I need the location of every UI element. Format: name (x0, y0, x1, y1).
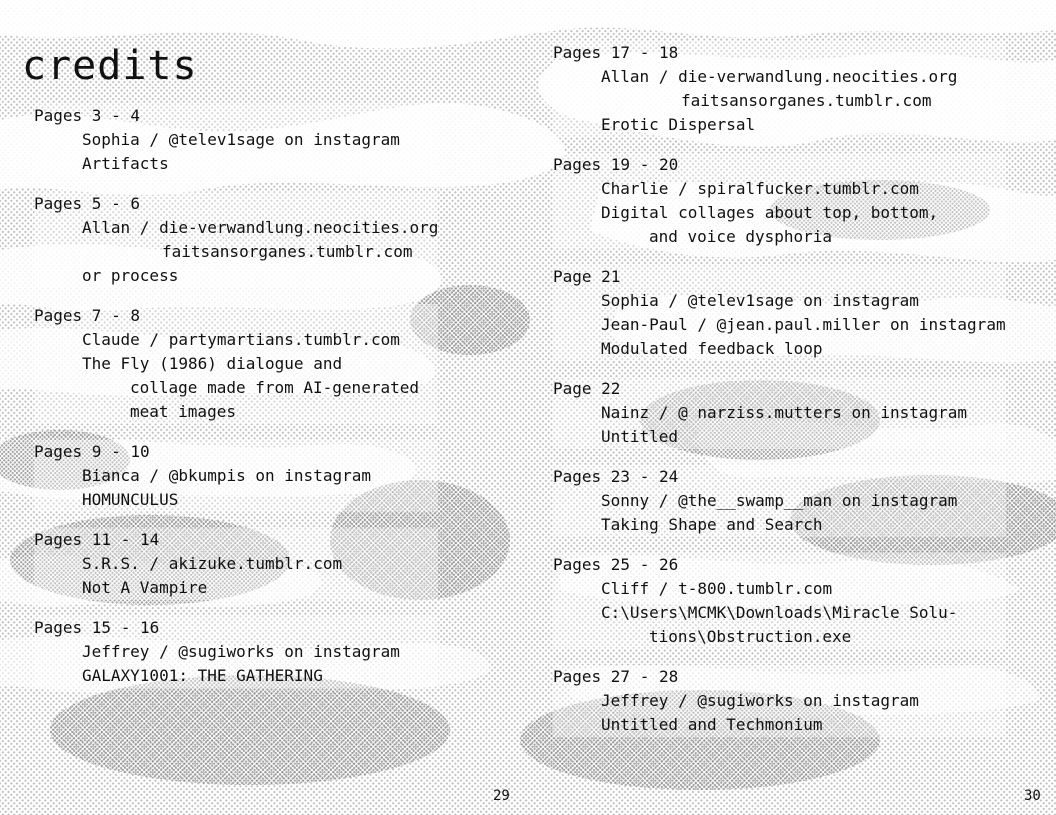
credit-line: Allan / die-verwandlung.neocities.org (34, 216, 438, 240)
credit-line: Not A Vampire (34, 576, 438, 600)
credit-entry (553, 665, 1006, 737)
credit-line: Jean-Paul / @jean.paul.miller on instagram (553, 313, 1006, 337)
credit-entry (34, 304, 438, 424)
credit-entry (553, 377, 1006, 449)
credit-line: C:\Users\MCMK\Downloads\Miracle Solu- (553, 601, 1006, 625)
credit-entry (553, 553, 1006, 649)
credit-line: Sophia / @telev1sage on instagram (34, 128, 438, 152)
credit-line: Claude / partymartians.tumblr.com (34, 328, 438, 352)
credit-line: HOMUNCULUS (34, 488, 438, 512)
credit-line: faitsansorganes.tumblr.com (553, 89, 1006, 113)
page-range: Pages 7 - 8 (34, 304, 438, 328)
credit-line: Untitled (553, 425, 1006, 449)
page-range: Pages 17 - 18 (553, 41, 1006, 65)
credit-line: Sophia / @telev1sage on instagram (553, 289, 1006, 313)
credit-line: collage made from AI-generated (34, 376, 438, 400)
credit-entry (34, 104, 438, 176)
page-range: Pages 15 - 16 (34, 616, 438, 640)
credits-list-right (553, 41, 1006, 753)
credit-line: Jeffrey / @sugiworks on instagram (553, 689, 1006, 713)
page-range: Page 22 (553, 377, 1006, 401)
credit-line: Artifacts (34, 152, 438, 176)
credit-line: Charlie / spiralfucker.tumblr.com (553, 177, 1006, 201)
page-range: Page 21 (553, 265, 1006, 289)
credit-line: Taking Shape and Search (553, 513, 1006, 537)
page-range: Pages 23 - 24 (553, 465, 1006, 489)
credit-line: faitsansorganes.tumblr.com (34, 240, 438, 264)
page-range: Pages 25 - 26 (553, 553, 1006, 577)
credit-line: The Fly (1986) dialogue and (34, 352, 438, 376)
page-range: Pages 19 - 20 (553, 153, 1006, 177)
credit-entry (553, 153, 1006, 249)
page-range: Pages 11 - 14 (34, 528, 438, 552)
right-page (528, 0, 1056, 815)
credit-line: Jeffrey / @sugiworks on instagram (34, 640, 438, 664)
credit-entry (34, 528, 438, 600)
credit-entry (34, 616, 438, 688)
credits-list-left (34, 104, 438, 704)
credit-line: S.R.S. / akizuke.tumblr.com (34, 552, 438, 576)
page-range: Pages 9 - 10 (34, 440, 438, 464)
credit-line: Untitled and Techmonium (553, 713, 1006, 737)
credit-line: Allan / die-verwandlung.neocities.org (553, 65, 1006, 89)
credit-entry (34, 192, 438, 288)
credit-entry (553, 465, 1006, 537)
credit-entry (553, 41, 1006, 137)
credit-entry (553, 265, 1006, 361)
credit-line: Erotic Dispersal (553, 113, 1006, 137)
credit-line: GALAXY1001: THE GATHERING (34, 664, 438, 688)
credit-line: Cliff / t-800.tumblr.com (553, 577, 1006, 601)
credit-line: or process (34, 264, 438, 288)
page-number: 29 (493, 788, 510, 804)
credit-line: tions\Obstruction.exe (553, 625, 1006, 649)
page-range: Pages 5 - 6 (34, 192, 438, 216)
credit-line: meat images (34, 400, 438, 424)
credit-line: and voice dysphoria (553, 225, 1006, 249)
page-range: Pages 3 - 4 (34, 104, 438, 128)
page-range: Pages 27 - 28 (553, 665, 1006, 689)
credit-line: Sonny / @the__swamp__man on instagram (553, 489, 1006, 513)
credit-entry (34, 440, 438, 512)
page-number: 30 (1024, 788, 1041, 804)
credit-line: Modulated feedback loop (553, 337, 1006, 361)
credit-line: Digital collages about top, bottom, (553, 201, 1006, 225)
credit-line: Bianca / @bkumpis on instagram (34, 464, 438, 488)
credit-line: Nainz / @ narziss.mutters on instagram (553, 401, 1006, 425)
page-title: credits (22, 43, 198, 89)
